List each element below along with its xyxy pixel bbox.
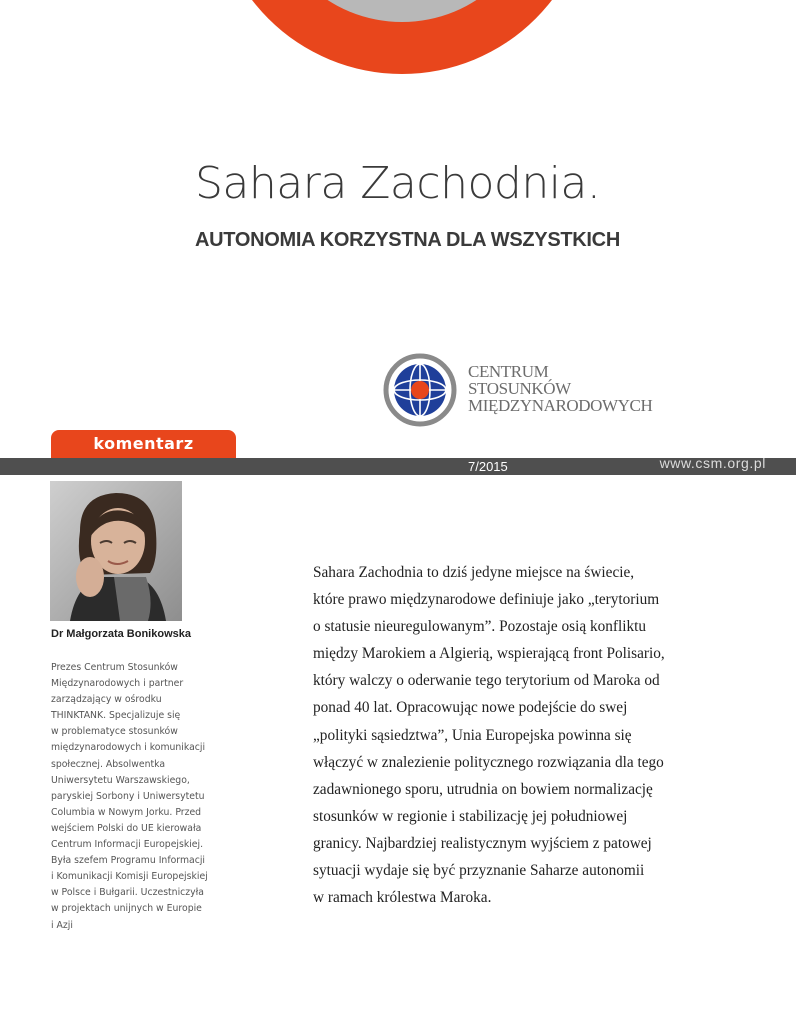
issue-number: 7/2015 xyxy=(468,459,508,474)
bio-line: Była szefem Programu Informacji xyxy=(51,855,205,867)
body-line: zadawnionego sporu, utrudnia on bowiem normalizację xyxy=(313,780,653,798)
bio-line: w problematyce stosunków xyxy=(51,726,178,738)
bio-line: i Komunikacji Komisji Europejskiej xyxy=(51,871,208,883)
body-line: między Marokiem a Algierią, wspierającą front Polisario, xyxy=(313,645,665,663)
body-line: Sahara Zachodnia to dziś jedyne miejsce na świecie, xyxy=(313,564,635,581)
body-line: ponad 40 lat. Opracowując nowe podejście do swej xyxy=(313,699,628,717)
website-link[interactable]: www.csm.org.pl xyxy=(659,455,766,471)
author-bio xyxy=(51,660,211,934)
author-photo xyxy=(50,481,182,621)
bio-line: zarządzający w ośrodku xyxy=(51,694,162,706)
bio-line: Prezes Centrum Stosunków xyxy=(51,662,178,673)
body-line: sytuacji wydaje się być przyznanie Saharze autonomii xyxy=(313,862,645,880)
bio-line: i Azji xyxy=(51,919,73,931)
bio-line: w Polsce i Bułgarii. Uczestniczyła xyxy=(51,887,204,899)
body-line: stosunków w regionie i stabilizację jej południowej xyxy=(313,807,628,825)
bio-line: w projektach unijnych w Europie xyxy=(51,903,202,915)
header-bar xyxy=(0,455,796,475)
globe-logo-icon xyxy=(383,353,457,427)
logo-text xyxy=(468,363,652,414)
body-line: włączyć w znalezienie politycznego rozwiązania dla tego xyxy=(313,753,664,771)
bio-line: Uniwersytetu Warszawskiego, xyxy=(51,774,190,786)
bio-line: Columbia w Nowym Jorku. Przed xyxy=(51,806,202,818)
document-title: Sahara Zachodnia. xyxy=(195,158,601,209)
logo-line: STOSUNKÓW xyxy=(468,379,571,398)
category-tab: komentarz xyxy=(51,430,236,458)
body-line: „polityki sąsiedztwa”, Unia Europejska powinna się xyxy=(313,726,632,744)
logo-line: MIĘDZYNARODOWYCH xyxy=(468,396,653,415)
bio-line: międzynarodowych i komunikacji xyxy=(51,742,206,754)
bio-line: paryskiej Sorbony i Uniwersytetu xyxy=(51,790,205,802)
document-subtitle: AUTONOMIA KORZYSTNA DLA WSZYSTKICH xyxy=(195,229,620,251)
body-line: granicy. Najbardziej realistycznym wyjściem z patowej xyxy=(313,834,652,852)
article-lead xyxy=(313,559,693,911)
body-line: które prawo międzynarodowe definiuje jako „terytorium xyxy=(313,591,660,609)
bio-line: THINKTANK. Specjalizuje się xyxy=(51,710,181,722)
logo-line: CENTRUM xyxy=(468,362,549,381)
bio-line: Międzynarodowych i partner xyxy=(51,678,184,690)
bio-line: społecznej. Absolwentka xyxy=(51,758,166,770)
body-line: w ramach królestwa Maroka. xyxy=(313,889,492,907)
bio-line: wejściem Polski do UE kierowała xyxy=(51,822,202,834)
author-name: Dr Małgorzata Bonikowska xyxy=(51,628,191,640)
body-line: który walczy o oderwanie tego terytorium od Maroka od xyxy=(313,672,660,690)
bio-line: Centrum Informacji Europejskiej. xyxy=(51,839,204,851)
body-line: o statusie nieuregulowanym”. Pozostaje osią konfliktu xyxy=(313,618,647,636)
